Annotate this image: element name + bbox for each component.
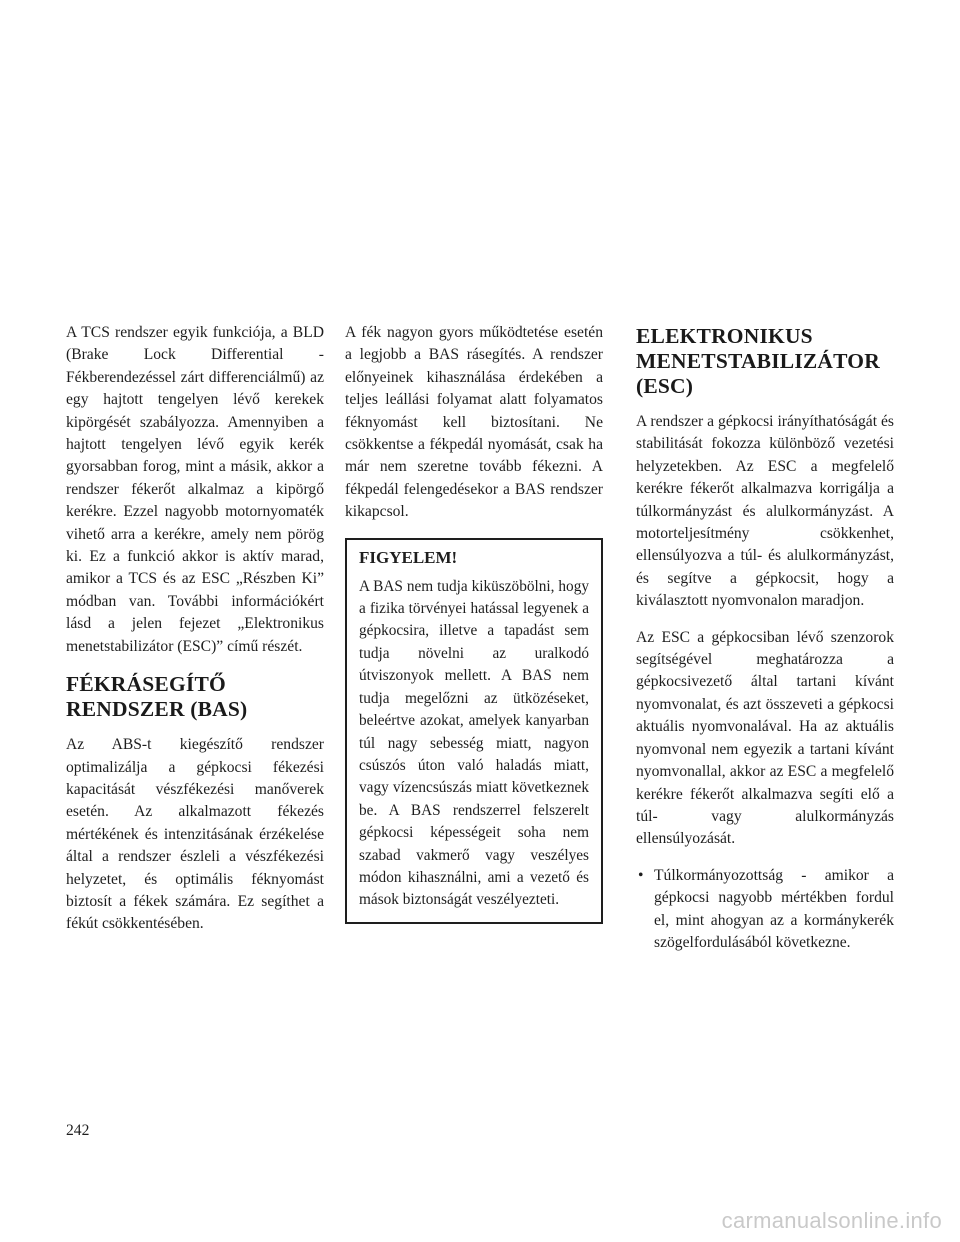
watermark: carmanualsonline.info (721, 1208, 942, 1233)
warning-title: FIGYELEM! (359, 547, 458, 567)
column-left (66, 322, 324, 950)
column-right (636, 322, 894, 954)
page-number: 242 (66, 1122, 90, 1139)
warning-box (345, 538, 603, 924)
esc-heading: ELEKTRONIKUS MENETSTABILIZÁTOR (ESC) (636, 324, 880, 398)
bas-intro-paragraph: Az ABS-t kiegészítő rendszer optimalizálja a gépkocsi fékezési kapacitását vészfékezési manőverek esetén. Az alkalmazott fékezés mértékének és intenzitásának érzékelése által a rendszer észleli a vészfékezési helyzetet, és optimális féknyomást biztosít a fékek számára. Ez segíthet a fékút csökkentésében. (66, 736, 324, 933)
bas-usage-paragraph: A fék nagyon gyors működtetése esetén a legjobb a BAS rásegítés. A rendszer előnyeinek kihasználása érdekében a teljes leállási folyamat alatt folyamatos féknyomást kell biztosítani. Ne csökkentse a fékpedál nyomását, csak ha már nem szeretne tovább fékezni. A fékpedál felengedésekor a BAS rendszer kikapcsol. (345, 324, 603, 521)
bullet-text: Túlkormányozottság - amikor a gépkocsi nagyobb mértékben fordul el, mint ahogyan az a kormánykerék szögelfordulásából következne. (654, 866, 894, 951)
bullet-icon: • (638, 866, 644, 884)
tcs-bld-paragraph: A TCS rendszer egyik funkciója, a BLD (Brake Lock Differential - Fékberendezéssel zárt differenciálmű) az egy hajtott tengelyen lévő kerekek kipörgését szabályozza. Amennyiben a hajtott tengelyen lévő egyik kerék gyorsabban forog, mint a másik, akkor a rendszer fékerőt alkalmaz a kipörgő kerékre. Ezzel nagyobb motornyomaték vihető arra a kerékre, amely nem pörög ki. Ez a funkció akkor is aktív marad, amikor a TCS és az ESC „Részben Ki” módban van. További információkért lásd a jelen fejezet „Elektronikus menetstabilizátor (ESC)” című részét. (66, 324, 324, 655)
bas-heading: FÉKRÁSEGÍTŐ RENDSZER (BAS) (66, 672, 248, 722)
column-middle (345, 322, 603, 924)
esc-bullet-list (636, 865, 894, 955)
list-item (636, 865, 894, 955)
warning-text: A BAS nem tudja kiküszöbölni, hogy a fizika törvényei hatással legyenek a gépkocsira, illetve a tapadást sem tudja növelni az uralkodó útviszonyok mellett. A BAS nem tudja megelőzni az ütközéseket, beleértve azokat, amelyek kanyarban túl nagy sebesség miatt, nagyon csúszós úton való haladás miatt, vagy vízencsúszás miatt következnek be. A BAS rendszerrel felszerelt gépkocsi képességeit soha nem szabad vakmerő vagy veszélyes módon kihasználni, ami a vezető és mások biztonságát veszélyezteti. (359, 577, 589, 909)
esc-sensor-paragraph: Az ESC a gépkocsiban lévő szenzorok segítségével meghatározza a gépkocsivezető által tartani kívánt nyomvonalat, és azt összeveti a gépkocsi aktuális nyomvonalával. Ha az aktuális nyomvonal nem egyezik a tartani kívánt nyomvonallal, akkor az ESC a megfelelő kerékre fékerőt alkalmazva segíti elő a túl- vagy alulkormányzás ellensúlyozását. (636, 628, 894, 848)
esc-intro-paragraph: A rendszer a gépkocsi irányíthatóságát és stabilitását fokozza különböző vezetési helyzetekben. Az ESC a megfelelő kerékre fékerőt alkalmazva korrigálja a túlkormányzást és alulkormányzást. A motorteljesítmény csökkenhet, ellensúlyozva a túl- és alulkormányzást, és segítve a gépkocsit, hogy a kiválasztott nyomvonalon maradjon. (636, 413, 894, 610)
